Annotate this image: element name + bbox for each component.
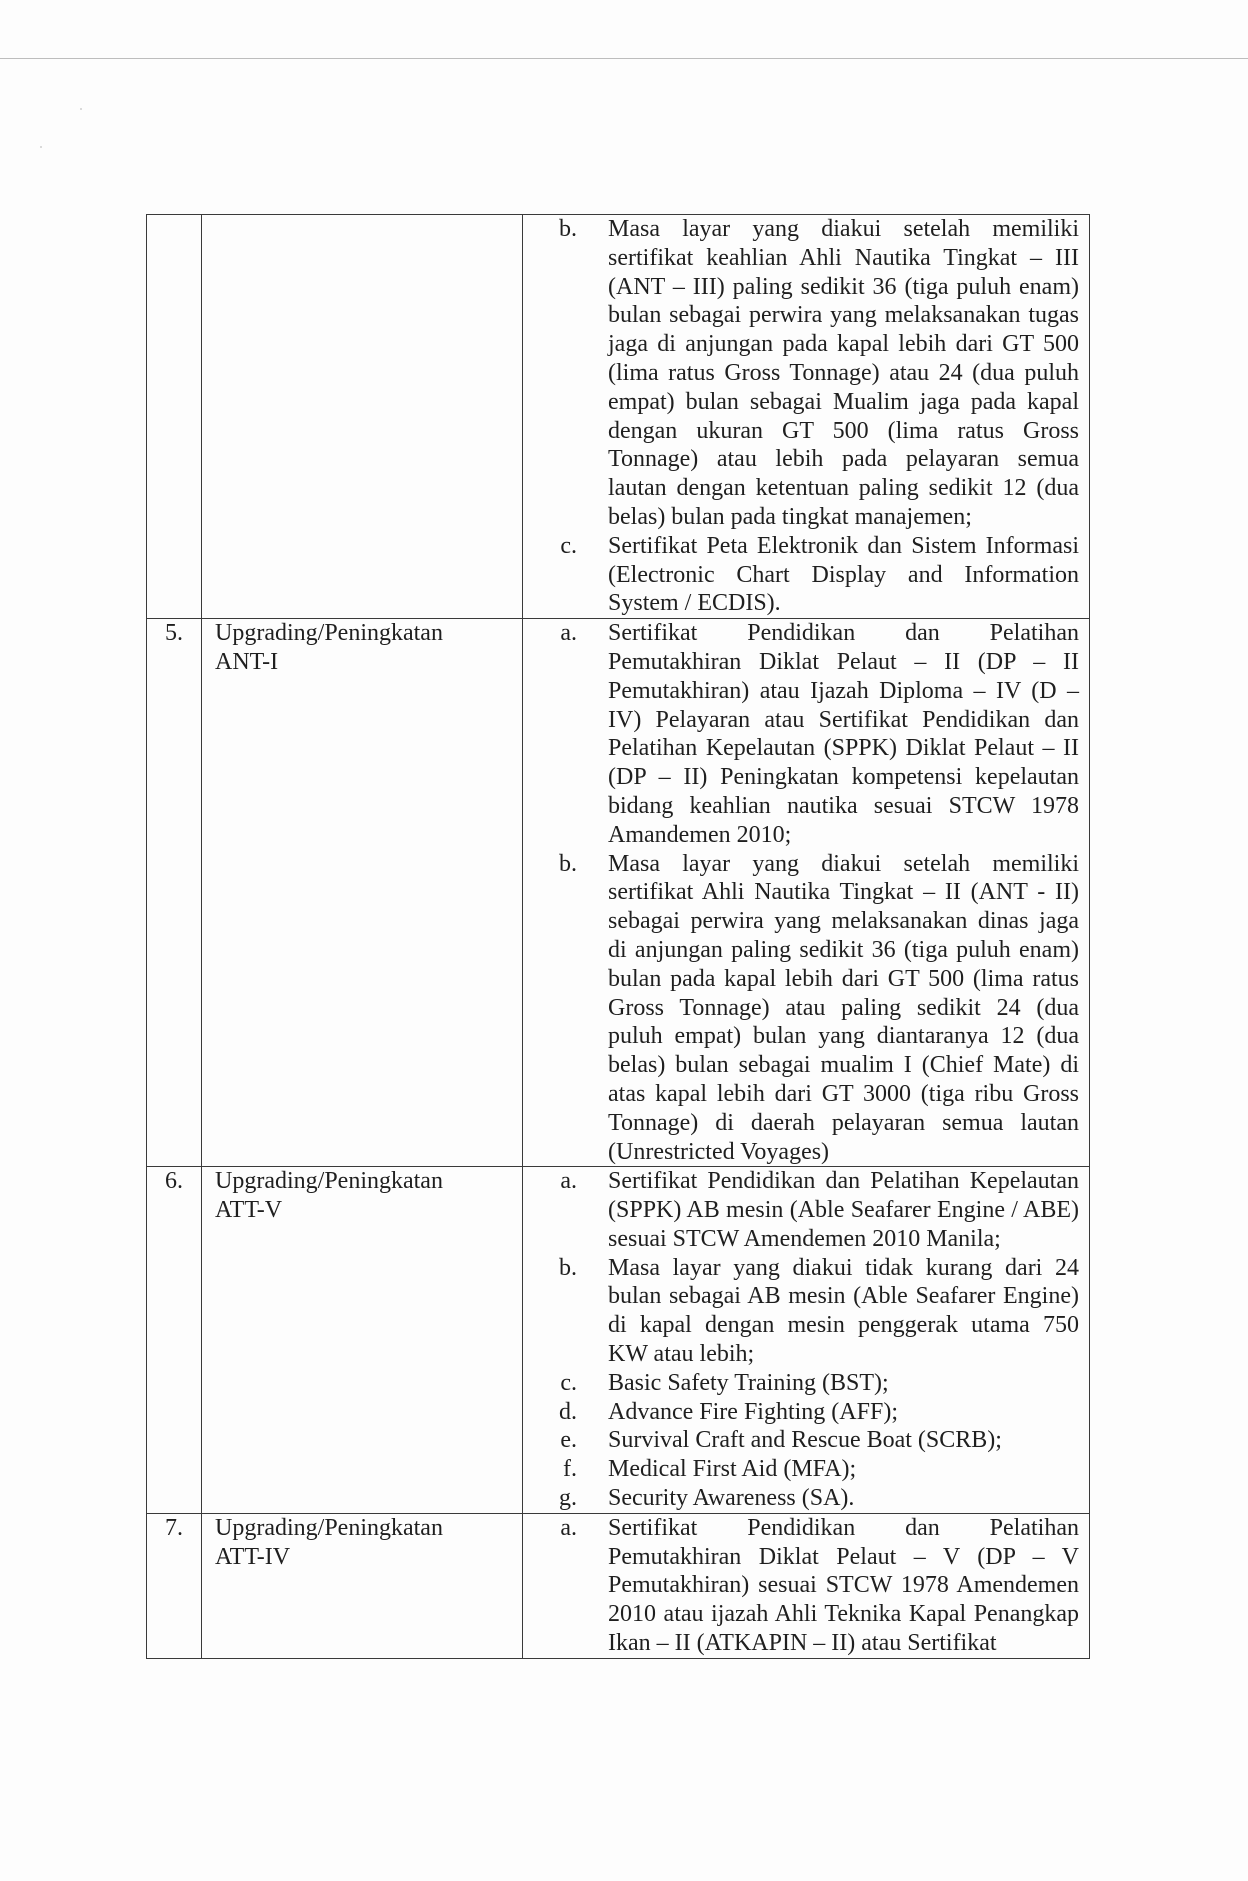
program-cell [202,1513,523,1658]
requirement-item [523,215,1079,532]
row-number: 5. [147,619,202,1167]
program-name-line: ATT-IV [215,1543,291,1570]
program-name-line: ANT-I [215,648,279,675]
row-number [147,215,202,619]
requirement-item [523,1167,1079,1253]
requirement-text: Masa layar yang diakui tidak kurang dari 24 bulan sebagai AB mesin (Able Seafarer Engine) di kapal dengan mesin penggerak utama 750 KW atau lebih; [608,1254,1079,1368]
requirement-letter: a. [560,1514,577,1541]
requirement-text: Sertifikat Pendidikan dan Pelatihan Pemutakhiran Diklat Pelaut – V (DP – V Pemutakhiran) sesuai STCW 1978 Amendemen 2010 atau ijazah Ahli Teknika Kapal Penangkap Ikan – II (ATKAPIN – II) atau Sertifikat [608,1514,1079,1657]
requirement-text: Masa layar yang diakui setelah memiliki sertifikat Ahli Nautika Tingkat – II (ANT - II) sebagai perwira yang melaksanakan dinas jaga di anjungan paling sedikit 36 (tiga puluh enam) bulan pada kapal lebih dari GT 500 (lima ratus Gross Tonnage) atau paling sedikit 24 (dua puluh empat) bulan yang diantaranya 12 (dua belas) bulan sebagai mualim I (Chief Mate) di atas kapal lebih dari GT 3000 (tiga ribu Gross Tonnage) di daerah pelayaran semua lautan (Unrestricted Voyages) [608,850,1079,1165]
requirement-item [523,1455,1079,1484]
requirement-text: Basic Safety Training (BST); [608,1369,889,1396]
program-name-line: Upgrading/Peningkatan [215,620,443,647]
program-name-line: Upgrading/Peningkatan [215,1514,443,1541]
requirement-letter: b. [559,850,577,877]
requirement-item [523,850,1079,1167]
requirement-item [523,1514,1079,1658]
requirement-text: Sertifikat Peta Elektronik dan Sistem Informasi (Electronic Chart Display and Information System / ECDIS). [608,532,1079,617]
requirement-text: Security Awareness (SA). [608,1485,855,1512]
requirement-letter: b. [559,216,577,242]
requirement-text: Advance Fire Fighting (AFF); [608,1398,898,1425]
program-name-line: ATT-V [215,1197,283,1224]
requirement-letter: b. [559,1254,577,1281]
requirement-item [523,1398,1079,1427]
requirements-table-body [147,215,1090,1659]
requirements-cell [523,619,1090,1167]
row-number: 6. [147,1167,202,1514]
requirement-letter: e. [560,1427,577,1454]
table-row [147,215,1090,619]
requirements-cell [523,215,1090,619]
requirement-item [523,532,1079,618]
requirement-letter: d. [559,1398,577,1425]
program-name-line: Upgrading/Peningkatan [215,1168,443,1195]
requirement-text: Medical First Aid (MFA); [608,1456,857,1483]
requirement-item [523,1369,1079,1398]
table-row [147,1513,1090,1658]
requirement-letter: c. [560,532,577,559]
requirement-text: Survival Craft and Rescue Boat (SCRB); [608,1427,1002,1454]
program-cell [202,619,523,1167]
requirement-item [523,1254,1079,1369]
requirement-text: Sertifikat Pendidikan dan Pelatihan Kepelautan (SPPK) AB mesin (Able Seafarer Engine / ABE) sesuai STCW Amendemen 2010 Manila; [608,1168,1079,1252]
table-row [147,1167,1090,1514]
program-cell [202,1167,523,1514]
program-cell [202,215,523,619]
requirements-table [146,214,1090,1659]
requirement-item [523,619,1079,849]
scan-speck [80,108,82,110]
requirement-item [523,1426,1079,1455]
requirements-cell [523,1167,1090,1514]
requirement-letter: g. [559,1485,577,1512]
requirements-cell [523,1513,1090,1658]
requirement-letter: c. [560,1369,577,1396]
requirement-letter: a. [560,620,577,647]
scan-speck [40,146,42,148]
requirement-text: Masa layar yang diakui setelah memiliki sertifikat keahlian Ahli Nautika Tingkat – III (ANT – III) paling sedikit 36 (tiga puluh enam) bulan sebagai perwira yang melaksanakan tugas jaga di anjungan pada kapal lebih dari GT 500 (lima ratus Gross Tonnage) atau 24 (dua puluh empat) bulan sebagai Mualim jaga pada kapal dengan ukuran GT 500 (lima ratus Gross Tonnage) atau lebih pada pelayaran semua lautan dengan ketentuan paling sedikit 12 (dua belas) bulan pada tingkat manajemen; [608,216,1079,530]
table-row [147,619,1090,1167]
scan-edge-line [0,58,1248,59]
requirement-text: Sertifikat Pendidikan dan Pelatihan Pemutakhiran Diklat Pelaut – II (DP – II Pemutakhiran) atau Ijazah Diploma – IV (D – IV) Pelayaran atau Sertifikat Pendidikan dan Pelatihan Kepelautan (SPPK) Diklat Pelaut – II (DP – II) Peningkatan kompetensi kepelautan bidang keahlian nautika sesuai STCW 1978 Amandemen 2010; [608,620,1079,848]
row-number: 7. [147,1513,202,1658]
requirement-letter: f. [563,1456,577,1483]
requirement-item [523,1484,1079,1513]
requirement-letter: a. [560,1168,577,1195]
